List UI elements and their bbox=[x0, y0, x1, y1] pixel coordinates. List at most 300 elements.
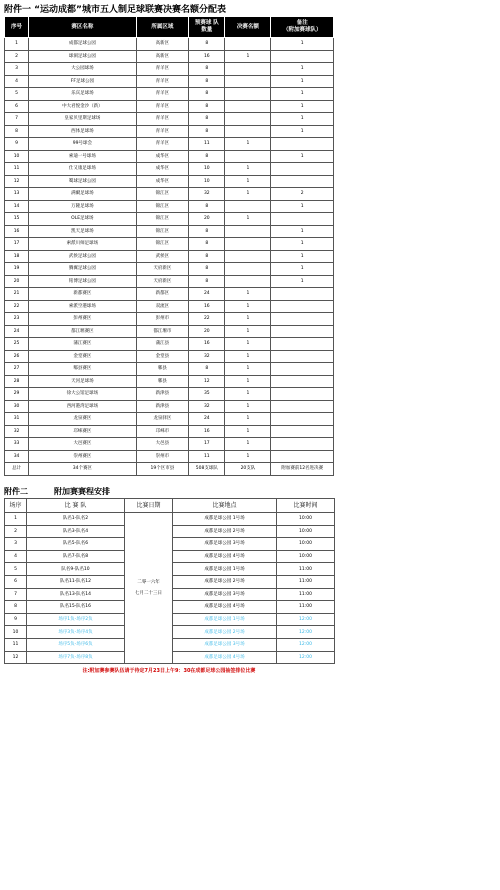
row-seq: 15 bbox=[5, 213, 29, 226]
table-row bbox=[5, 50, 334, 63]
table1-total-row bbox=[5, 463, 334, 476]
row-teams: 8 bbox=[189, 250, 225, 263]
match-seq: 4 bbox=[5, 550, 27, 563]
match-time: 12:00 bbox=[277, 626, 335, 639]
row-venue: 铭博足球公园 bbox=[29, 275, 136, 288]
row-slots: 1 bbox=[225, 138, 271, 151]
row-seq: 31 bbox=[5, 413, 29, 426]
row-venue: 索迪一号球场 bbox=[29, 150, 136, 163]
header-district: 所属区域 bbox=[136, 17, 189, 38]
row-venue: 大邑赛区 bbox=[29, 438, 136, 451]
match-seq: 7 bbox=[5, 588, 27, 601]
row-slots bbox=[225, 275, 271, 288]
match-seq: 12 bbox=[5, 651, 27, 664]
row-note: 1 bbox=[271, 38, 334, 51]
row-venue: 索派空港球场 bbox=[29, 300, 136, 313]
row-slots: 1 bbox=[225, 188, 271, 201]
row-slots bbox=[225, 63, 271, 76]
row-slots: 1 bbox=[225, 388, 271, 401]
row-slots: 1 bbox=[225, 300, 271, 313]
match-date-line1: 二零一六年 bbox=[137, 580, 160, 586]
row-venue: OLE足球场 bbox=[29, 213, 136, 226]
row-note: 1 bbox=[271, 150, 334, 163]
row-teams: 16 bbox=[189, 338, 225, 351]
header-slots: 决赛名额 bbox=[225, 17, 271, 38]
row-teams: 8 bbox=[189, 200, 225, 213]
schedule-note: 注:附加赛参赛队伍请于待定7月23日上午9：30在成都足球公园抽签排位比赛 bbox=[82, 668, 256, 675]
table-row bbox=[5, 375, 334, 388]
match-teams: 场序7负-场序8负 bbox=[27, 651, 125, 664]
table-row bbox=[5, 38, 334, 51]
match-seq: 8 bbox=[5, 601, 27, 614]
match-time: 12:00 bbox=[277, 638, 335, 651]
match-seq: 2 bbox=[5, 525, 27, 538]
match-time: 11:00 bbox=[277, 563, 335, 576]
row-slots: 1 bbox=[225, 400, 271, 413]
match-time: 11:00 bbox=[277, 601, 335, 614]
row-district: 成华区 bbox=[136, 150, 189, 163]
row-venue: 蒲江赛区 bbox=[29, 338, 136, 351]
row-seq: 23 bbox=[5, 313, 29, 326]
table-row bbox=[5, 438, 334, 451]
table-row bbox=[5, 263, 334, 276]
row-district: 郫县 bbox=[136, 375, 189, 388]
row-note: 1 bbox=[271, 250, 334, 263]
row-venue: 仕又康足球场 bbox=[29, 163, 136, 176]
table1-body bbox=[5, 38, 334, 463]
row-seq: 12 bbox=[5, 175, 29, 188]
match-teams: 队名7-队名8 bbox=[27, 550, 125, 563]
match-seq: 10 bbox=[5, 626, 27, 639]
row-note bbox=[271, 163, 334, 176]
table2-title-left: 附件二 bbox=[4, 487, 28, 496]
row-venue: 郫县赛区 bbox=[29, 363, 136, 376]
row-teams: 24 bbox=[189, 413, 225, 426]
row-venue: 球洞足球公园 bbox=[29, 50, 136, 63]
row-venue: 万隆足球场 bbox=[29, 200, 136, 213]
row-seq: 33 bbox=[5, 438, 29, 451]
row-teams: 24 bbox=[189, 288, 225, 301]
row-slots bbox=[225, 125, 271, 138]
row-slots: 1 bbox=[225, 50, 271, 63]
row-slots: 1 bbox=[225, 350, 271, 363]
row-venue: 99号球会 bbox=[29, 138, 136, 151]
row-teams: 8 bbox=[189, 100, 225, 113]
header2-time: 比赛时间 bbox=[277, 499, 335, 513]
row-seq: 28 bbox=[5, 375, 29, 388]
row-teams: 12 bbox=[189, 375, 225, 388]
row-teams: 8 bbox=[189, 113, 225, 126]
total-teams: 508支球队 bbox=[189, 463, 225, 476]
row-district: 崇州市 bbox=[136, 450, 189, 463]
match-seq: 3 bbox=[5, 538, 27, 551]
row-slots bbox=[225, 113, 271, 126]
row-teams: 20 bbox=[189, 213, 225, 226]
row-seq: 14 bbox=[5, 200, 29, 213]
row-district: 大邑县 bbox=[136, 438, 189, 451]
header-venue: 赛区名称 bbox=[29, 17, 136, 38]
row-teams: 32 bbox=[189, 188, 225, 201]
row-slots: 1 bbox=[225, 325, 271, 338]
row-venue: FF足球公园 bbox=[29, 75, 136, 88]
table-row bbox=[5, 75, 334, 88]
row-note: 1 bbox=[271, 100, 334, 113]
row-note: 1 bbox=[271, 200, 334, 213]
table-row bbox=[5, 325, 334, 338]
row-seq: 21 bbox=[5, 288, 29, 301]
match-teams: 场序5负-场序6负 bbox=[27, 638, 125, 651]
row-district: 新津县 bbox=[136, 388, 189, 401]
match-venue: 成都足球公园 2号场 bbox=[173, 525, 277, 538]
row-district: 锦江区 bbox=[136, 225, 189, 238]
row-note bbox=[271, 400, 334, 413]
row-teams: 8 bbox=[189, 225, 225, 238]
total-district: 19个区市县 bbox=[136, 463, 189, 476]
header2-seq: 场序 bbox=[5, 499, 27, 513]
row-note: 1 bbox=[271, 75, 334, 88]
match-teams: 队名9-队名10 bbox=[27, 563, 125, 576]
row-district: 双流区 bbox=[136, 300, 189, 313]
row-district: 青羊区 bbox=[136, 113, 189, 126]
row-venue: 金堂赛区 bbox=[29, 350, 136, 363]
table-row bbox=[5, 88, 334, 101]
table-row bbox=[5, 338, 334, 351]
row-note bbox=[271, 213, 334, 226]
row-slots bbox=[225, 263, 271, 276]
row-venue: 大公园球场 bbox=[29, 63, 136, 76]
row-district: 龙泉驿区 bbox=[136, 413, 189, 426]
row-seq: 34 bbox=[5, 450, 29, 463]
row-venue: 新都赛区 bbox=[29, 288, 136, 301]
row-seq: 25 bbox=[5, 338, 29, 351]
row-note: 1 bbox=[271, 275, 334, 288]
match-time: 10:00 bbox=[277, 513, 335, 526]
row-seq: 24 bbox=[5, 325, 29, 338]
row-teams: 8 bbox=[189, 275, 225, 288]
match-time: 11:00 bbox=[277, 588, 335, 601]
match-venue: 成都足球公园 2号场 bbox=[173, 626, 277, 639]
match-date bbox=[125, 513, 173, 664]
table-row bbox=[5, 288, 334, 301]
row-district: 成华区 bbox=[136, 163, 189, 176]
row-venue: 腾翼足球公园 bbox=[29, 263, 136, 276]
match-seq: 5 bbox=[5, 563, 27, 576]
row-slots: 1 bbox=[225, 338, 271, 351]
row-note bbox=[271, 438, 334, 451]
row-slots: 1 bbox=[225, 363, 271, 376]
match-teams: 场序3负-场序4负 bbox=[27, 626, 125, 639]
allocation-table bbox=[4, 16, 334, 476]
row-teams: 35 bbox=[189, 388, 225, 401]
match-teams: 队名11-队名12 bbox=[27, 575, 125, 588]
row-district: 锦江区 bbox=[136, 238, 189, 251]
row-seq: 20 bbox=[5, 275, 29, 288]
row-venue: 都江堰赛区 bbox=[29, 325, 136, 338]
row-slots: 1 bbox=[225, 175, 271, 188]
row-district: 邛崃市 bbox=[136, 425, 189, 438]
table-row bbox=[5, 188, 334, 201]
row-note: 1 bbox=[271, 125, 334, 138]
row-teams: 11 bbox=[189, 138, 225, 151]
table2-header-row bbox=[5, 499, 335, 513]
header-teams bbox=[189, 17, 225, 38]
row-venue: 崇州赛区 bbox=[29, 450, 136, 463]
row-teams: 8 bbox=[189, 150, 225, 163]
row-note: 1 bbox=[271, 88, 334, 101]
header-seq: 序号 bbox=[5, 17, 29, 38]
table-row bbox=[5, 163, 334, 176]
row-note bbox=[271, 175, 334, 188]
row-district: 青羊区 bbox=[136, 88, 189, 101]
row-district: 锦江区 bbox=[136, 200, 189, 213]
table1-title: 附件一 “运动成都”城市五人制足球联赛决赛名额分配表 bbox=[4, 5, 226, 15]
row-teams: 17 bbox=[189, 438, 225, 451]
row-teams: 8 bbox=[189, 363, 225, 376]
row-seq: 11 bbox=[5, 163, 29, 176]
row-slots: 1 bbox=[225, 425, 271, 438]
row-teams: 8 bbox=[189, 88, 225, 101]
match-teams: 队名1-队名2 bbox=[27, 513, 125, 526]
row-seq: 29 bbox=[5, 388, 29, 401]
row-district: 青羊区 bbox=[136, 100, 189, 113]
header-teams-line2: 数量 bbox=[201, 27, 213, 33]
table-row bbox=[5, 213, 334, 226]
row-slots bbox=[225, 225, 271, 238]
row-note bbox=[271, 338, 334, 351]
match-venue: 成都足球公园 1号场 bbox=[173, 613, 277, 626]
match-venue: 成都足球公园 3号场 bbox=[173, 538, 277, 551]
match-time: 10:00 bbox=[277, 550, 335, 563]
row-slots bbox=[225, 250, 271, 263]
header2-venue: 比赛地点 bbox=[173, 499, 277, 513]
match-venue: 成都足球公园 1号场 bbox=[173, 513, 277, 526]
row-slots: 1 bbox=[225, 450, 271, 463]
row-note bbox=[271, 50, 334, 63]
row-district: 青羊区 bbox=[136, 75, 189, 88]
row-slots bbox=[225, 150, 271, 163]
table-row bbox=[5, 350, 334, 363]
table-row bbox=[5, 175, 334, 188]
row-teams: 32 bbox=[189, 400, 225, 413]
document-page bbox=[4, 4, 334, 675]
table-row bbox=[5, 513, 335, 526]
row-district: 武侯区 bbox=[136, 250, 189, 263]
header2-teams: 比 赛 队 bbox=[27, 499, 125, 513]
row-district: 锦江区 bbox=[136, 188, 189, 201]
row-note bbox=[271, 138, 334, 151]
table-row bbox=[5, 200, 334, 213]
row-note bbox=[271, 388, 334, 401]
header-note-line2: （附加赛球队） bbox=[282, 27, 322, 33]
row-teams: 16 bbox=[189, 425, 225, 438]
row-district: 天府新区 bbox=[136, 275, 189, 288]
row-slots bbox=[225, 75, 271, 88]
row-venue: 武侯足球公园 bbox=[29, 250, 136, 263]
table2-body bbox=[5, 513, 335, 664]
row-slots: 1 bbox=[225, 375, 271, 388]
row-note bbox=[271, 325, 334, 338]
table-row bbox=[5, 138, 334, 151]
row-note bbox=[271, 375, 334, 388]
match-time: 11:00 bbox=[277, 575, 335, 588]
schedule-section bbox=[4, 486, 334, 675]
row-venue: 满爾足球场 bbox=[29, 188, 136, 201]
row-seq: 16 bbox=[5, 225, 29, 238]
row-seq: 27 bbox=[5, 363, 29, 376]
header-teams-line1: 预赛球 队 bbox=[194, 20, 219, 26]
row-teams: 8 bbox=[189, 75, 225, 88]
row-seq: 3 bbox=[5, 63, 29, 76]
row-teams: 32 bbox=[189, 350, 225, 363]
table-row bbox=[5, 113, 334, 126]
row-venue: 徐大公馆足球场 bbox=[29, 388, 136, 401]
row-venue: 中大君悦金沙（新） bbox=[29, 100, 136, 113]
row-slots: 1 bbox=[225, 163, 271, 176]
match-seq: 11 bbox=[5, 638, 27, 651]
row-slots: 1 bbox=[225, 438, 271, 451]
row-seq: 10 bbox=[5, 150, 29, 163]
row-district: 郫县 bbox=[136, 363, 189, 376]
match-venue: 成都足球公园 2号场 bbox=[173, 575, 277, 588]
row-district: 蒲江县 bbox=[136, 338, 189, 351]
match-time: 12:00 bbox=[277, 651, 335, 664]
row-district: 新津县 bbox=[136, 400, 189, 413]
row-seq: 32 bbox=[5, 425, 29, 438]
header2-date: 比赛日期 bbox=[125, 499, 173, 513]
table-row bbox=[5, 63, 334, 76]
match-seq: 1 bbox=[5, 513, 27, 526]
row-venue: 蜀球足球公园 bbox=[29, 175, 136, 188]
row-seq: 2 bbox=[5, 50, 29, 63]
row-teams: 10 bbox=[189, 163, 225, 176]
table-row bbox=[5, 313, 334, 326]
match-teams: 队名13-队名14 bbox=[27, 588, 125, 601]
row-district: 青羊区 bbox=[136, 138, 189, 151]
row-district: 新都区 bbox=[136, 288, 189, 301]
row-note bbox=[271, 425, 334, 438]
row-seq: 7 bbox=[5, 113, 29, 126]
row-teams: 8 bbox=[189, 63, 225, 76]
row-seq: 18 bbox=[5, 250, 29, 263]
row-seq: 22 bbox=[5, 300, 29, 313]
total-venue: 34个赛区 bbox=[29, 463, 136, 476]
match-teams: 场序1负-场序2负 bbox=[27, 613, 125, 626]
match-venue: 成都足球公园 4号场 bbox=[173, 601, 277, 614]
row-seq: 1 bbox=[5, 38, 29, 51]
row-teams: 8 bbox=[189, 263, 225, 276]
row-teams: 8 bbox=[189, 38, 225, 51]
row-seq: 30 bbox=[5, 400, 29, 413]
match-venue: 成都足球公园 3号场 bbox=[173, 588, 277, 601]
match-venue: 成都足球公园 4号场 bbox=[173, 651, 277, 664]
row-note: 2 bbox=[271, 188, 334, 201]
row-seq: 13 bbox=[5, 188, 29, 201]
row-teams: 20 bbox=[189, 325, 225, 338]
table-row bbox=[5, 363, 334, 376]
row-note bbox=[271, 288, 334, 301]
row-seq: 8 bbox=[5, 125, 29, 138]
row-seq: 19 bbox=[5, 263, 29, 276]
header-note bbox=[271, 17, 334, 38]
row-seq: 6 bbox=[5, 100, 29, 113]
row-slots: 1 bbox=[225, 288, 271, 301]
table-row bbox=[5, 250, 334, 263]
row-note: 1 bbox=[271, 238, 334, 251]
table-row bbox=[5, 300, 334, 313]
row-teams: 22 bbox=[189, 313, 225, 326]
table-row bbox=[5, 225, 334, 238]
match-time: 10:00 bbox=[277, 538, 335, 551]
row-slots bbox=[225, 88, 271, 101]
row-teams: 8 bbox=[189, 125, 225, 138]
table-row bbox=[5, 238, 334, 251]
match-date-line2: 七月二十三日 bbox=[135, 591, 162, 597]
row-note bbox=[271, 450, 334, 463]
table-row bbox=[5, 388, 334, 401]
row-teams: 8 bbox=[189, 238, 225, 251]
table-row bbox=[5, 413, 334, 426]
row-note: 1 bbox=[271, 225, 334, 238]
table-row bbox=[5, 100, 334, 113]
total-note: 附加赛前12名进决赛 bbox=[271, 463, 334, 476]
match-venue: 成都足球公园 3号场 bbox=[173, 638, 277, 651]
row-venue: 乐宾足球场 bbox=[29, 88, 136, 101]
row-slots bbox=[225, 38, 271, 51]
row-note bbox=[271, 313, 334, 326]
row-district: 青羊区 bbox=[136, 125, 189, 138]
schedule-table bbox=[4, 498, 335, 664]
row-venue: 西体足球场 bbox=[29, 125, 136, 138]
match-time: 10:00 bbox=[277, 525, 335, 538]
row-venue: 凯天足球场 bbox=[29, 225, 136, 238]
row-teams: 16 bbox=[189, 300, 225, 313]
row-venue: 成都足球公园 bbox=[29, 38, 136, 51]
total-slots: 20支队 bbox=[225, 463, 271, 476]
row-district: 成华区 bbox=[136, 175, 189, 188]
row-district: 彭州市 bbox=[136, 313, 189, 326]
row-teams: 16 bbox=[189, 50, 225, 63]
match-venue: 成都足球公园 4号场 bbox=[173, 550, 277, 563]
table1-header-row bbox=[5, 17, 334, 38]
table-row bbox=[5, 275, 334, 288]
row-seq: 9 bbox=[5, 138, 29, 151]
row-venue: 皇家贝里斯足球场 bbox=[29, 113, 136, 126]
match-teams: 队名15-队名16 bbox=[27, 601, 125, 614]
row-venue: 天河足球场 bbox=[29, 375, 136, 388]
row-slots: 1 bbox=[225, 313, 271, 326]
row-district: 高新区 bbox=[136, 38, 189, 51]
row-district: 青羊区 bbox=[136, 63, 189, 76]
match-time: 12:00 bbox=[277, 613, 335, 626]
row-venue: 索派川师足球场 bbox=[29, 238, 136, 251]
row-slots bbox=[225, 200, 271, 213]
row-slots bbox=[225, 100, 271, 113]
row-seq: 5 bbox=[5, 88, 29, 101]
row-note: 1 bbox=[271, 63, 334, 76]
table-row bbox=[5, 450, 334, 463]
row-seq: 17 bbox=[5, 238, 29, 251]
table-row bbox=[5, 425, 334, 438]
row-venue: 西河港湾足球场 bbox=[29, 400, 136, 413]
row-venue: 彭州赛区 bbox=[29, 313, 136, 326]
table-row bbox=[5, 150, 334, 163]
match-teams: 队名3-队名4 bbox=[27, 525, 125, 538]
row-slots: 1 bbox=[225, 413, 271, 426]
total-label: 总计 bbox=[5, 463, 29, 476]
row-note bbox=[271, 300, 334, 313]
table2-title bbox=[4, 486, 334, 498]
row-teams: 11 bbox=[189, 450, 225, 463]
